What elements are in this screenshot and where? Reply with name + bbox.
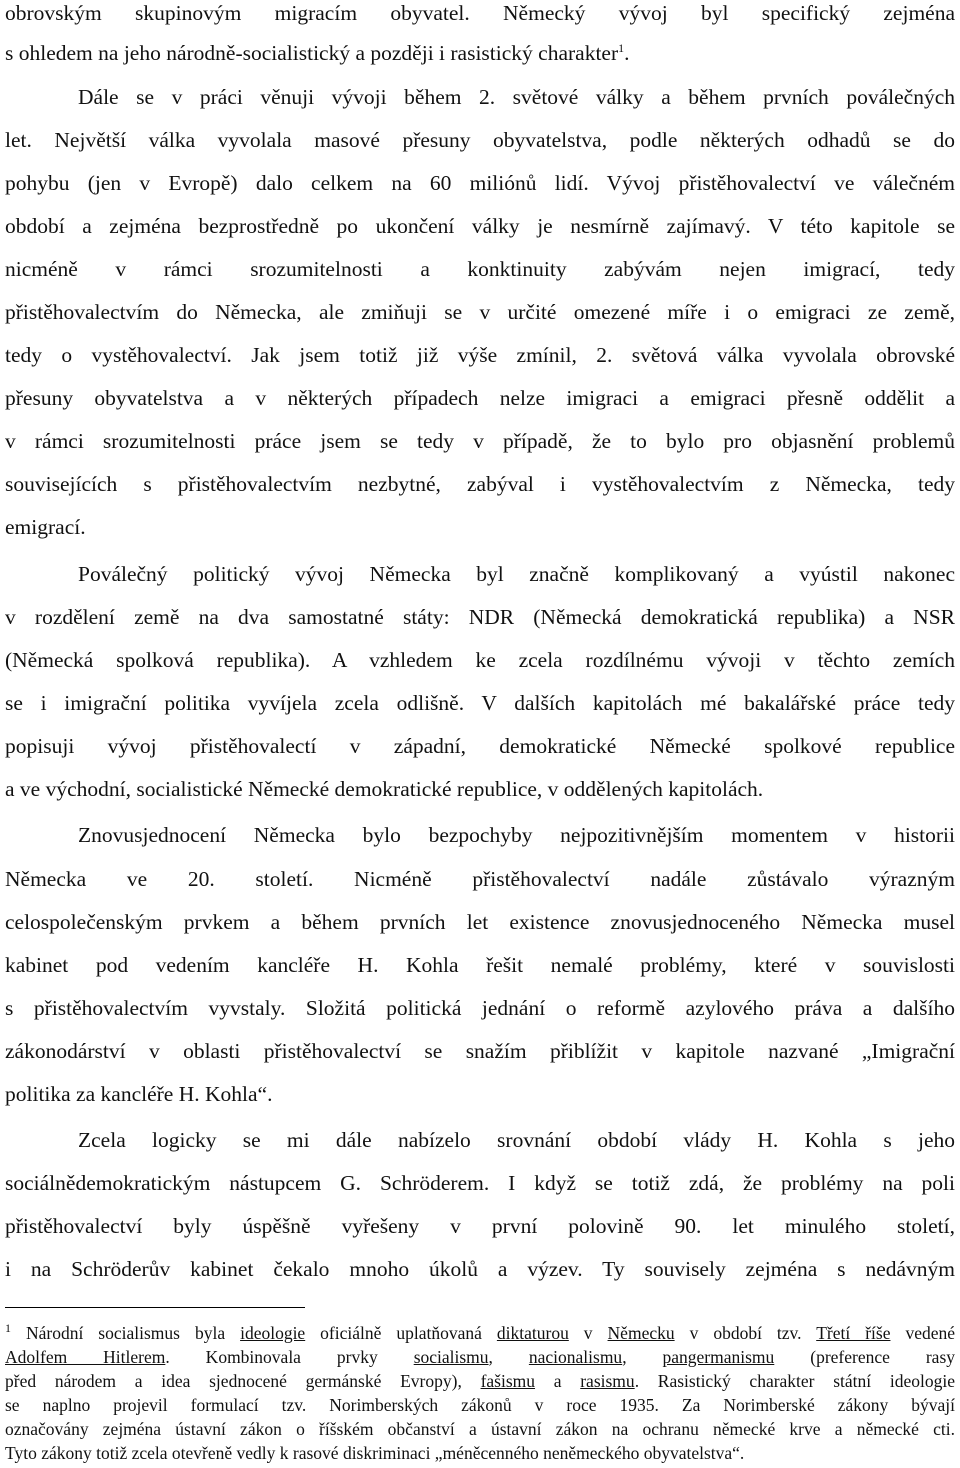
footnote-text: , (622, 1347, 663, 1367)
body-line: Německa ve 20. století. Nicméně přistěhovalectví nadále zůstávalo výrazným (5, 867, 955, 891)
footnote-line: označovány zejména ústavní zákon o říšském občanství a ústavní zákon na ochranu německé krve a německé cti. (5, 1419, 955, 1439)
body-line: (Německá spolková republika). A vzhledem ke zcela rozdílnému vývoji v těchto zemích (5, 648, 955, 672)
footnote-text: . Rasistický charakter státní ideologie (634, 1371, 955, 1391)
footnote-text: . Kombinovala prvky (165, 1347, 414, 1367)
body-line-text: . (624, 41, 630, 65)
body-line: se i imigrační politika vyvíjela zcela odlišně. V dalších kapitolách mé bakalářské práce tedy (5, 691, 955, 715)
body-line: celospolečenským prvkem a během prvních let existence znovusjednoceného Německa musel (5, 910, 955, 934)
body-line: pohybu (jen v Evropě) dalo celkem na 60 miliónů lidí. Vývoj přistěhovalectví ve válečném (5, 171, 955, 195)
body-line: let. Největší válka vyvolala masové přesuny obyvatelstva, podle některých odhadů se do (5, 128, 955, 152)
body-line-text: s ohledem na jeho národně-socialistický a později i rasistický charakter (5, 41, 619, 65)
footnote-line: Tyto zákony totiž zcela otevřeně vedly k rasové diskriminaci „méněcenného neněmeckého obyvatelstva“. (5, 1443, 745, 1463)
footnote-text: oficiálně uplatňovaná (305, 1323, 497, 1343)
footnote-link[interactable]: fašismu (480, 1371, 536, 1391)
body-line: Znovusjednocení Německa bylo bezpochyby nejpozitivnějším momentem v historii (78, 823, 955, 847)
footnote-link[interactable]: pangermanismu (662, 1347, 775, 1367)
footnote-line (5, 1346, 955, 1368)
footnote-text: před národem a idea sjednocené germánské Evropy), (5, 1371, 481, 1391)
body-line: v rámci srozumitelnosti práce jsem se tedy v případě, že to bylo pro objasnění problemů (5, 429, 955, 453)
footnote-link[interactable]: rasismu (580, 1371, 635, 1391)
footnote-line (5, 1322, 955, 1344)
footnote-link[interactable]: ideologie (240, 1323, 306, 1343)
body-line: obrovským skupinovým migracím obyvatel. Německý vývoj byl specifický zejména (5, 1, 955, 25)
body-line: souvisejících s přistěhovalectvím nezbytné, zabýval i vystěhovalectvím z Německa, tedy (5, 472, 955, 496)
body-line: přistěhovalectvím do Německa, ale zmiňuji se v určité omezené míře i o emigraci ze země, (5, 300, 955, 324)
body-line: i na Schröderův kabinet čekalo mnoho úkolů a výzev. Ty souvisely zejména s nedávným (5, 1257, 955, 1281)
body-line: Dále se v práci věnuji vývoji během 2. světové války a během prvních poválečných (78, 85, 955, 109)
body-line: Poválečný politický vývoj Německa byl značně komplikovaný a vyústil nakonec (78, 562, 955, 586)
body-line: Zcela logicky se mi dále nabízelo srovnání období vlády H. Kohla s jeho (78, 1128, 955, 1152)
footnote-link[interactable]: Třetí říše (816, 1323, 891, 1343)
body-line: tedy o vystěhovalectví. Jak jsem totiž již výše zmínil, 2. světová válka vyvolala obrovské (5, 343, 955, 367)
footnote-divider (5, 1307, 305, 1308)
body-line: emigrací. (5, 515, 86, 539)
body-line: politika za kancléře H. Kohla“. (5, 1082, 273, 1106)
body-line: s přistěhovalectvím vyvstaly. Složitá politická jednání o reformě azylového práva a dalšího (5, 996, 955, 1020)
footnote-line: se naplno projevil formulací tzv. Norimberských zákonů v roce 1935. Za Norimberské zákony bývají (5, 1395, 955, 1415)
body-line: a ve východní, socialistické Německé demokratické republice, v oddělených kapitolách. (5, 777, 764, 801)
body-line (5, 40, 955, 66)
body-line: kabinet pod vedením kancléře H. Kohla řešit nemalé problémy, které v souvislosti (5, 953, 955, 977)
footnote-text: , (488, 1347, 529, 1367)
footnote-link[interactable]: Německu (607, 1323, 675, 1343)
footnote-link[interactable]: Adolfem Hitlerem (5, 1347, 166, 1367)
body-line: popisuji vývoj přistěhovalectí v západní, demokratické Německé spolkové republice (5, 734, 955, 758)
body-line: sociálnědemokratickým nástupcem G. Schröderem. I když se totiž zdá, že problémy na poli (5, 1171, 955, 1195)
footnote-text: a (535, 1371, 581, 1391)
footnote-text: (preference rasy (774, 1347, 956, 1367)
footnote-link[interactable]: socialismu (413, 1347, 489, 1367)
footnote-number: 1 (5, 1321, 11, 1336)
body-line: období a zejména bezprostředně po ukončení války je nesmírně zajímavý. V této kapitole se (5, 214, 955, 238)
footnote-text: Národní socialismus byla (11, 1323, 241, 1343)
footnote-text: vedené (890, 1323, 956, 1343)
body-line: zákonodárství v oblasti přistěhovalectví se snažím přiblížit v kapitole nazvané „Imigrační (5, 1039, 955, 1063)
body-line: přistěhovalectví byly úspěšně vyřešeny v první polovině 90. let minulého století, (5, 1214, 955, 1238)
footnote-link[interactable]: diktaturou (496, 1323, 569, 1343)
footnote-text: v období tzv. (674, 1323, 817, 1343)
body-line: nicméně v rámci srozumitelnosti a konktinuity zabývám nejen imigrací, tedy (5, 257, 955, 281)
footnote-text: v (568, 1323, 608, 1343)
body-line: přesuny obyvatelstva a v některých případech nelze imigraci a emigraci přesně oddělit a (5, 386, 955, 410)
footnote-link[interactable]: nacionalismu (528, 1347, 623, 1367)
body-line: v rozdělení země na dva samostatné státy: NDR (Německá demokratická republika) a NSR (5, 605, 955, 629)
footnote-line (5, 1370, 955, 1392)
footnote-reference[interactable]: 1 (618, 40, 625, 55)
